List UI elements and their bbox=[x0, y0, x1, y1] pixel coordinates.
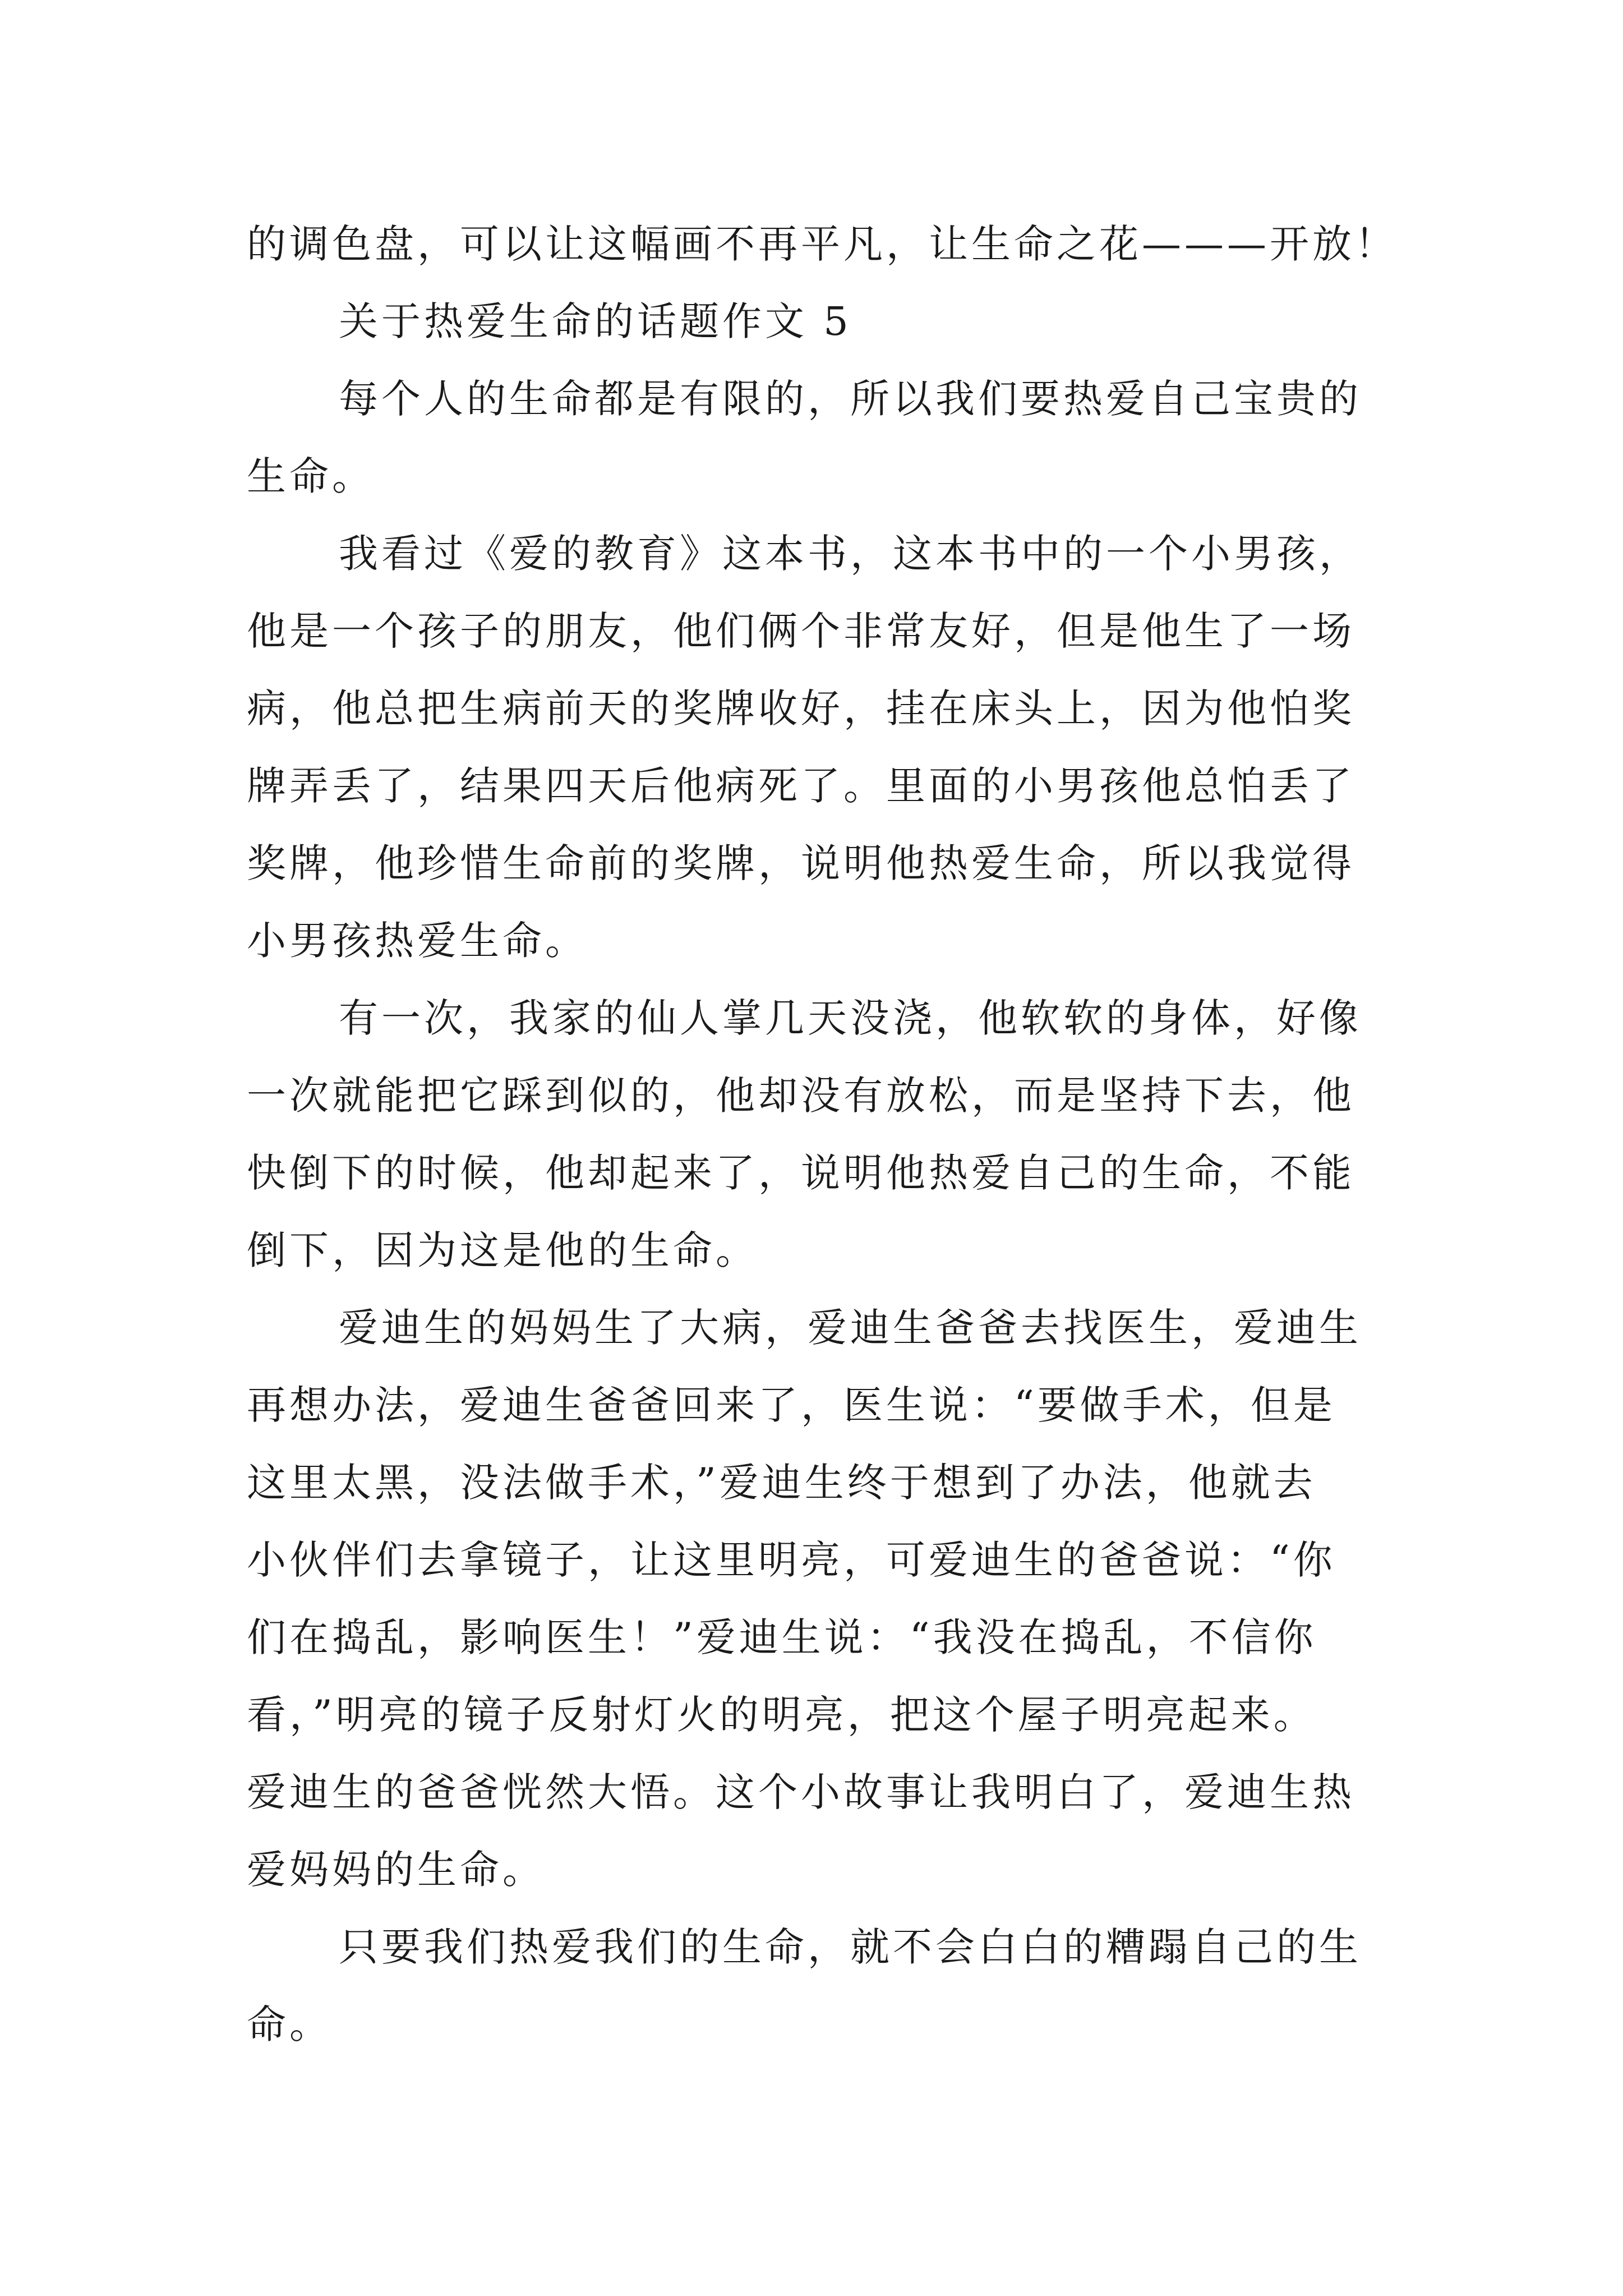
text-line: 有一次，我家的仙人掌几天没浇，他软软的身体，好像 bbox=[339, 995, 1362, 1041]
text-line: 奖牌，他珍惜生命前的奖牌，说明他热爱生命，所以我觉得 bbox=[247, 840, 1355, 886]
text-line: 我看过《爱的教育》这本书，这本书中的一个小男孩， bbox=[339, 531, 1362, 577]
text-line: 小伙伴们去拿镜子，让这里明亮，可爱迪生的爸爸说：“你 bbox=[247, 1537, 1336, 1583]
text-line: 爱迪生的妈妈生了大病，爱迪生爸爸去找医生，爱迪生 bbox=[339, 1305, 1362, 1351]
text-line: 倒下，因为这是他的生命。 bbox=[247, 1227, 758, 1273]
text-line: 的调色盘，可以让这幅画不再平凡，让生命之花———开放！ bbox=[247, 221, 1398, 267]
text-line: 爱迪生的爸爸恍然大悟。这个小故事让我明白了，爱迪生热 bbox=[247, 1769, 1355, 1815]
text-line: 生命。 bbox=[247, 453, 375, 499]
essay-title: 关于热爱生命的话题作文 5 bbox=[339, 298, 852, 344]
text-line: 这里太黑，没法做手术，”爱迪生终于想到了办法，他就去 bbox=[247, 1460, 1316, 1506]
text-line: 快倒下的时候，他却起来了，说明他热爱自己的生命，不能 bbox=[247, 1150, 1355, 1196]
text-line: 小男孩热爱生命。 bbox=[247, 918, 588, 964]
text-line: 病，他总把生病前天的奖牌收好，挂在床头上，因为他怕奖 bbox=[247, 685, 1355, 731]
text-line: 命。 bbox=[247, 2001, 332, 2047]
text-line: 爱妈妈的生命。 bbox=[247, 1847, 545, 1893]
text-line: 牌弄丢了，结果四天后他病死了。里面的小男孩他总怕丢了 bbox=[247, 763, 1355, 809]
text-line: 每个人的生命都是有限的，所以我们要热爱自己宝贵的 bbox=[339, 376, 1362, 422]
text-line: 他是一个孩子的朋友，他们俩个非常友好，但是他生了一场 bbox=[247, 608, 1355, 654]
text-line: 们在捣乱，影响医生！”爱迪生说：“我没在捣乱，不信你 bbox=[247, 1614, 1317, 1660]
text-line: 再想办法，爱迪生爸爸回来了，医生说：“要做手术，但是 bbox=[247, 1382, 1336, 1428]
text-line: 看，”明亮的镜子反射灯火的明亮，把这个屋子明亮起来。 bbox=[247, 1692, 1316, 1738]
essay-body bbox=[247, 205, 1398, 2063]
text-line: 一次就能把它踩到似的，他却没有放松，而是坚持下去，他 bbox=[247, 1073, 1355, 1119]
text-line: 只要我们热爱我们的生命，就不会白白的糟蹋自己的生 bbox=[339, 1924, 1362, 1970]
